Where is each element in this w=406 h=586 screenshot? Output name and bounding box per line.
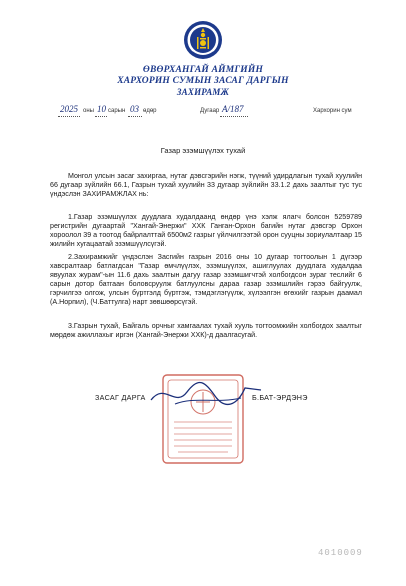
clause-3-text: 3.Газрын тухай, Байгаль орчныг хамгаалах тухай хууль тогтоомжийн холбогдох заалтыг мөрдөж ажиллахыг иргэн (Хангай-Энержи ХХК)-д даалгасугай. [50, 322, 362, 340]
document-type: ЗАХИРАМЖ [176, 87, 230, 97]
clause-2-text: 2.Захирамжийг үндэслэн Засгийн газрын 2016 оны 10 дугаар тогтоолын 1 дүгээр хавсралтаар батлагдсан "Газар өмчлүүлэх, эзэмшүүлэх, ашиглуулах дуудлага худалдаа явуулах журам"-ын 11.6 дахь заалтын дагуу газар эзэмшигчтэй холбогдсон зураг теслийг 6 сарын дотор батгаан боловсруулж батлуулсны дараа газар эзэмшлийн гэрээ байгуулж, гэрчилгээ олгож, улсын бүртгэлд бүртгэж, тэмдэглэгүүлж, хүлээлгэн өгөхийг газрын даамал (А.Норпил), (Ч.Баттулга) нарт зөвшөөрсүгэй. [50, 253, 362, 307]
national-emblem-icon [183, 18, 223, 62]
clause-3 [50, 322, 362, 340]
year-suffix: оны [83, 108, 94, 114]
clause-2 [50, 253, 362, 308]
month-rule [95, 116, 107, 117]
signatory-name: Б.БАТ-ЭРДЭНЭ [252, 393, 308, 402]
clause-1-text: 1.Газар эзэмшүүлэх дуудлага худалдаанд өндөр үнэ хэлж ялагч болсон 5259789 регистрийн дугаартай "Хангай-Энержи" ХХК Ганган-Орхон багийн нутаг дэвсгэр Орхон хороолол 39 а тоотод байрлалттай 6500м2 газрыг үйлчилгээтэй орон сууцны зориулалтаар 15 жилийн хугацаатай эзэмшүүлсүгэй. [50, 213, 362, 249]
year-rule [58, 116, 80, 117]
day-rule [128, 116, 142, 117]
number-rule [220, 116, 248, 117]
number-value: А/187 [222, 104, 244, 114]
document-subject: Газар эзэмшүүлэх тухай [160, 146, 246, 155]
month-value: 10 [97, 104, 106, 114]
meta-row [0, 104, 406, 118]
place-name: Хархорин сум [313, 108, 352, 114]
serial-number: 4010009 [318, 548, 363, 558]
clause-1 [50, 213, 362, 249]
preamble-text: Монгол улсын засаг захиргаа, нутаг дэвсгэрийн нэгж, түүний удирдлагын тухай хуулийн 66 дугаар зүйлийн 66.1, Газрын тухай хуулийн 33 дугаар зүйлийн 33.1.2 дахь заалтыг тус тус үндэслэн ЗАХИРАМЖЛАХ нь: [50, 172, 362, 199]
aimag-name: ӨВӨРХАНГАЙ АЙМГИЙН [142, 65, 264, 75]
day-suffix: өдөр [143, 108, 157, 114]
signatory-title: ЗАСАГ ДАРГА [95, 393, 146, 402]
preamble-paragraph [50, 172, 362, 199]
month-suffix: сарын [108, 108, 126, 114]
year-value: 2025 [60, 104, 78, 114]
day-value: 03 [130, 104, 139, 114]
handwritten-signature [145, 378, 265, 410]
office-name: ХАРХОРИН СУМЫН ЗАСАГ ДАРГЫН [117, 76, 289, 86]
number-label: Дугаар [200, 108, 220, 114]
